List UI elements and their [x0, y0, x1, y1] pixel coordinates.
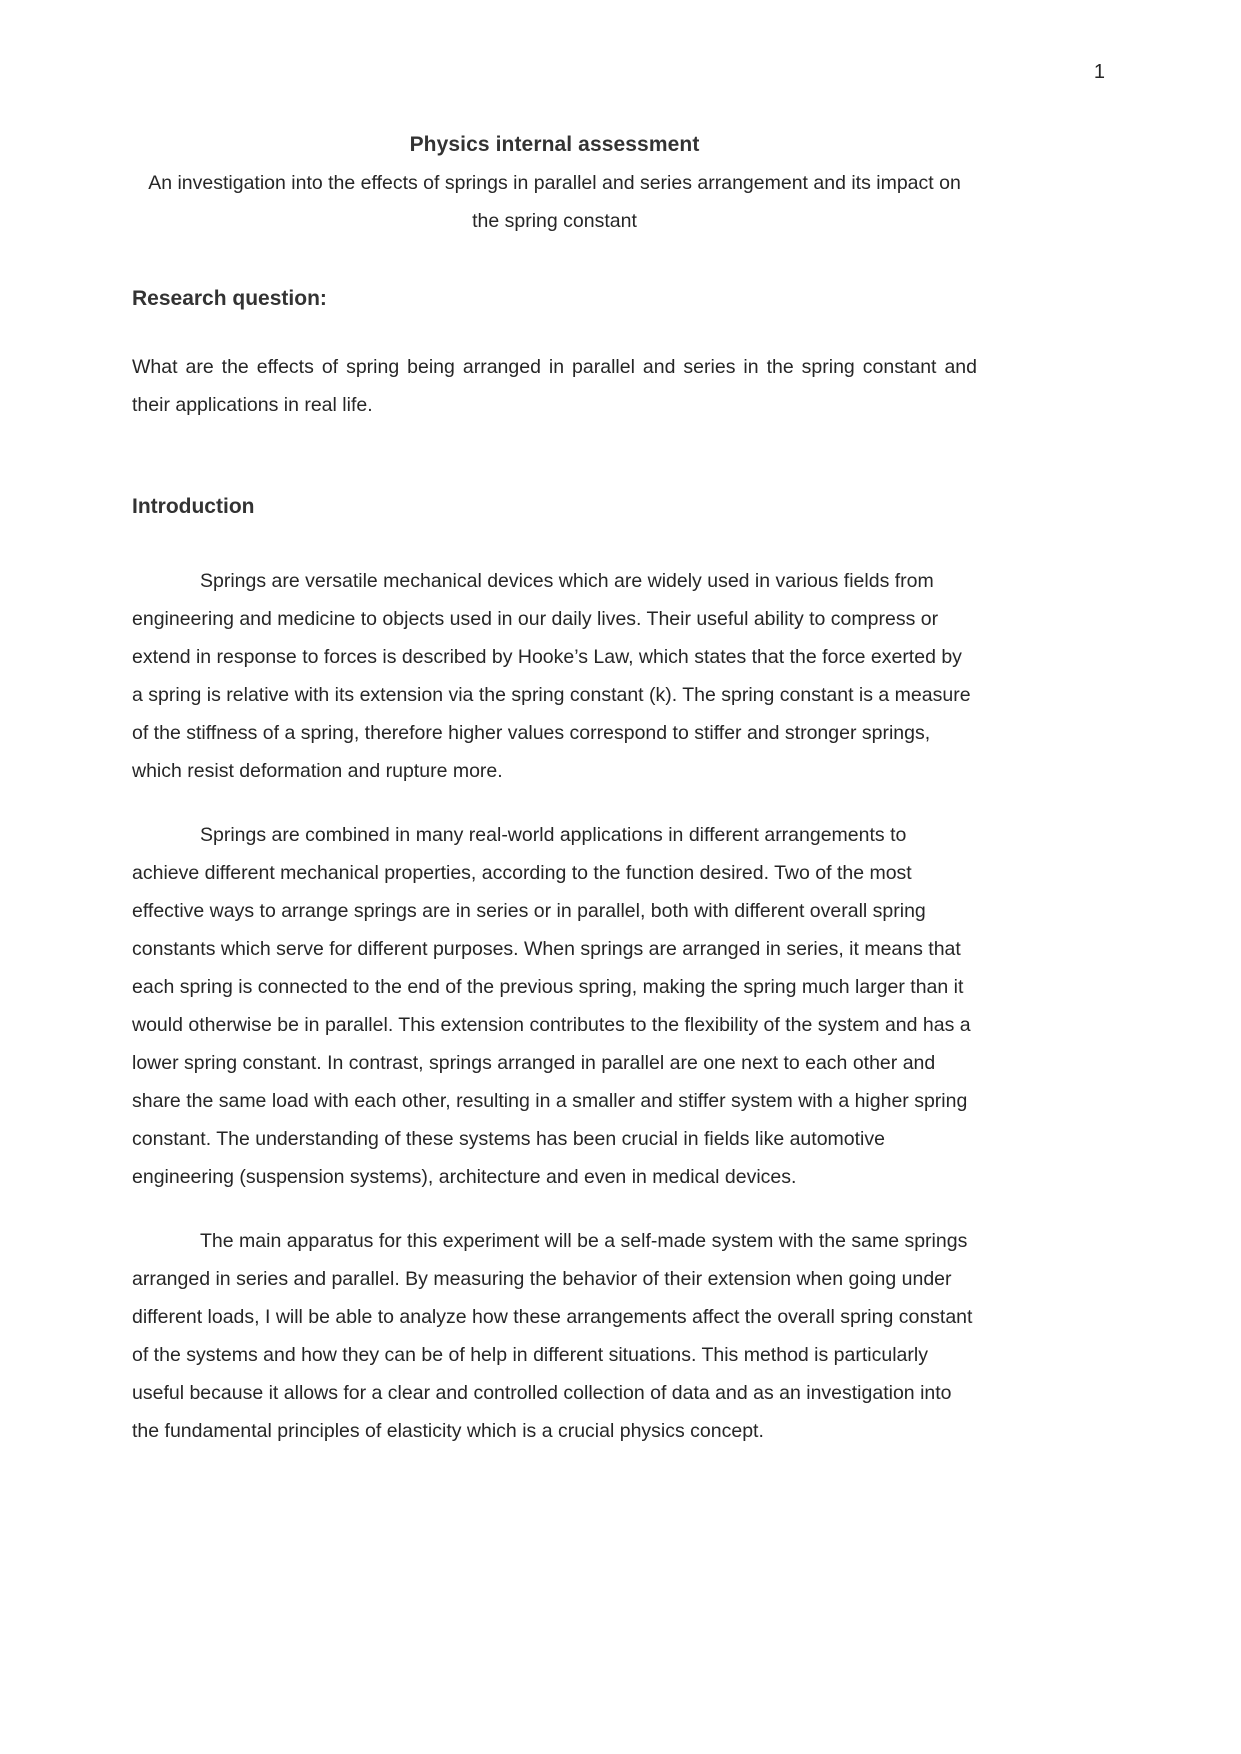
section-heading-introduction: Introduction	[132, 495, 255, 518]
introduction-paragraph-1: Springs are versatile mechanical devices which are widely used in various fields from engineering and medicine to objects used in our daily lives. Their useful ability to compress or extend in response to forces is described by Hooke’s Law, which states that the force exerted by a spring is relative with its extension via the spring constant (k). The spring constant is a measure of the stiffness of a spring, therefore higher values correspond to stiffer and stronger springs, which resist deformation and rupture more.	[132, 570, 971, 782]
page-number: 1	[1093, 61, 1105, 83]
document-content	[132, 126, 977, 1450]
research-question-body: What are the effects of spring being arranged in parallel and series in the spring constant and their applications in real life.	[132, 356, 977, 416]
section-heading-research-question: Research question:	[132, 287, 327, 310]
page-title: Physics internal assessment	[409, 133, 700, 156]
introduction-paragraph-3: The main apparatus for this experiment will be a self-made system with the same springs arranged in series and parallel. By measuring the behavior of their extension when going under different loads, I will be able to analyze how these arrangements affect the overall spring constant of the systems and how they can be of help in different situations. This method is particularly useful because it allows for a clear and controlled collection of data and as an investigation into the fundamental principles of elasticity which is a crucial physics concept.	[132, 1230, 973, 1442]
document-subtitle: An investigation into the effects of springs in parallel and series arrangement and its impact on the spring constant	[148, 172, 961, 232]
introduction-paragraph-2: Springs are combined in many real-world applications in different arrangements to achieve different mechanical properties, according to the function desired. Two of the most effective ways to arrange springs are in series or in parallel, both with different overall spring constants which serve for different purposes. When springs are arranged in series, it means that each spring is connected to the end of the previous spring, making the spring much larger than it would otherwise be in parallel. This extension contributes to the flexibility of the system and has a lower spring constant. In contrast, springs arranged in parallel are one next to each other and share the same load with each other, resulting in a smaller and stiffer system with a higher spring constant. The understanding of these systems has been crucial in fields like automotive engineering (suspension systems), architecture and even in medical devices.	[132, 824, 971, 1188]
